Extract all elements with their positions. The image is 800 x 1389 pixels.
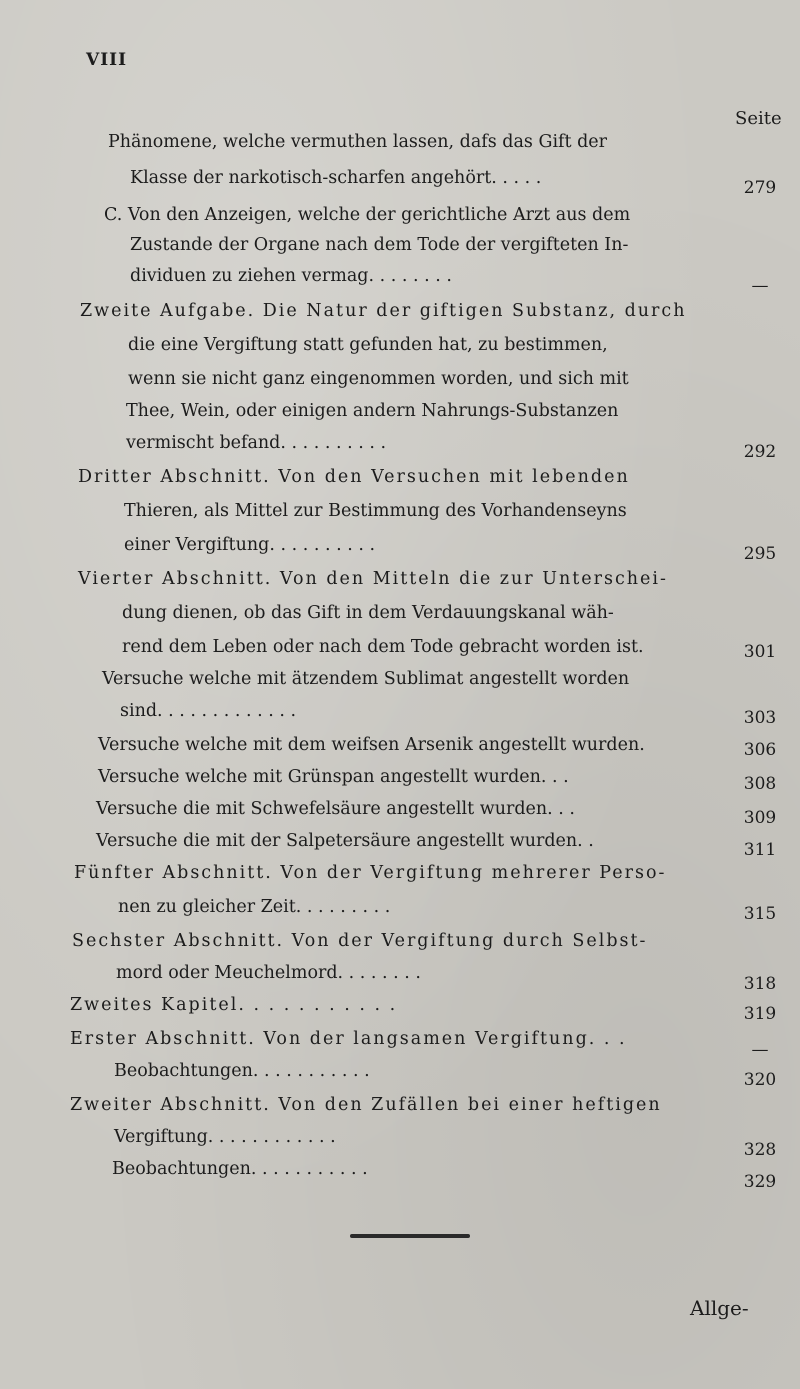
toc-line: rend dem Leben oder nach dem Tode gebracht worden ist. bbox=[122, 637, 644, 657]
toc-section-heading: Erster Abschnitt. Von der langsamen Vergiftung. . . bbox=[70, 1029, 627, 1049]
page-number: VIII bbox=[86, 50, 128, 70]
toc-line: Thieren, als Mittel zur Bestimmung des Vorhandenseyns bbox=[124, 501, 627, 521]
toc-line: Thee, Wein, oder einigen andern Nahrungs-Substanzen bbox=[126, 401, 619, 421]
toc-page-number: 303 bbox=[743, 708, 777, 728]
toc-line: Beobachtungen. . . . . . . . . . . bbox=[112, 1159, 368, 1179]
toc-section-heading: Dritter Abschnitt. Von den Versuchen mit lebenden bbox=[78, 467, 630, 487]
toc-line: Versuche die mit der Salpetersäure angestellt wurden. . bbox=[96, 831, 594, 851]
toc-line: Vergiftung. . . . . . . . . . . . bbox=[114, 1127, 336, 1147]
toc-page-number: — bbox=[751, 276, 769, 296]
toc-section-heading: Zweite Aufgabe. Die Natur der giftigen Substanz, durch bbox=[80, 301, 687, 321]
toc-page-number: 308 bbox=[743, 774, 777, 794]
toc-page-number: 306 bbox=[743, 740, 777, 760]
catchword: Allge- bbox=[690, 1296, 749, 1320]
toc-line: nen zu gleicher Zeit. . . . . . . . . bbox=[118, 897, 391, 917]
toc-section-heading: Zweites Kapitel. . . . . . . . . . . bbox=[70, 995, 398, 1015]
toc-line: dung dienen, ob das Gift in dem Verdauungskanal wäh- bbox=[122, 603, 614, 623]
toc-section-heading: Zweiter Abschnitt. Von den Zufällen bei einer heftigen bbox=[70, 1095, 662, 1115]
toc-line: Phänomene, welche vermuthen lassen, dafs das Gift der bbox=[108, 132, 608, 152]
toc-line: Versuche welche mit Grünspan angestellt wurden. . . bbox=[98, 767, 569, 787]
toc-line: Versuche die mit Schwefelsäure angestellt wurden. . . bbox=[96, 799, 575, 819]
page-column-heading: Seite bbox=[735, 108, 782, 129]
toc-line: mord oder Meuchelmord. . . . . . . . bbox=[116, 963, 421, 983]
toc-line: Versuche welche mit dem weifsen Arsenik angestellt wurden. bbox=[98, 735, 645, 755]
toc-page-number: 329 bbox=[743, 1172, 777, 1192]
toc-line: Versuche welche mit ätzendem Sublimat angestellt worden bbox=[102, 669, 630, 689]
toc-page-number: 301 bbox=[743, 642, 777, 662]
ornamental-rule bbox=[350, 1234, 470, 1238]
toc-line: Beobachtungen. . . . . . . . . . . bbox=[114, 1061, 370, 1081]
toc-line: die eine Vergiftung statt gefunden hat, zu bestimmen, bbox=[128, 335, 608, 355]
toc-page-number: 318 bbox=[743, 974, 777, 994]
toc-page-number: 309 bbox=[743, 808, 777, 828]
toc-line: vermischt befand. . . . . . . . . . bbox=[126, 433, 387, 453]
toc-page-number: 328 bbox=[743, 1140, 777, 1160]
toc-page-number: 292 bbox=[743, 442, 777, 462]
toc-section-heading: Vierter Abschnitt. Von den Mitteln die zur Unterschei- bbox=[78, 569, 668, 589]
toc-page-number: 295 bbox=[743, 544, 777, 564]
toc-page-number: 320 bbox=[743, 1070, 777, 1090]
toc-section-heading: Sechster Abschnitt. Von der Vergiftung durch Selbst- bbox=[72, 931, 648, 951]
toc-line: einer Vergiftung. . . . . . . . . . bbox=[124, 535, 376, 555]
toc-line: Zustande der Organe nach dem Tode der vergifteten In- bbox=[130, 235, 629, 255]
toc-section-heading: Fünfter Abschnitt. Von der Vergiftung mehrerer Perso- bbox=[74, 863, 667, 883]
toc-page-number: 319 bbox=[743, 1004, 777, 1024]
toc-page-number: — bbox=[751, 1040, 769, 1060]
toc-page-number: 311 bbox=[743, 840, 777, 860]
toc-page-number: 315 bbox=[743, 904, 777, 924]
toc-line: Klasse der narkotisch-scharfen angehört. . . . . bbox=[130, 168, 542, 188]
toc-line: wenn sie nicht ganz eingenommen worden, und sich mit bbox=[128, 369, 629, 389]
toc-line: C. Von den Anzeigen, welche der gerichtliche Arzt aus dem bbox=[104, 205, 631, 225]
toc-line: sind. . . . . . . . . . . . . bbox=[120, 701, 297, 721]
toc-page-number: 279 bbox=[743, 178, 777, 198]
toc-line: dividuen zu ziehen vermag. . . . . . . . bbox=[130, 266, 452, 286]
